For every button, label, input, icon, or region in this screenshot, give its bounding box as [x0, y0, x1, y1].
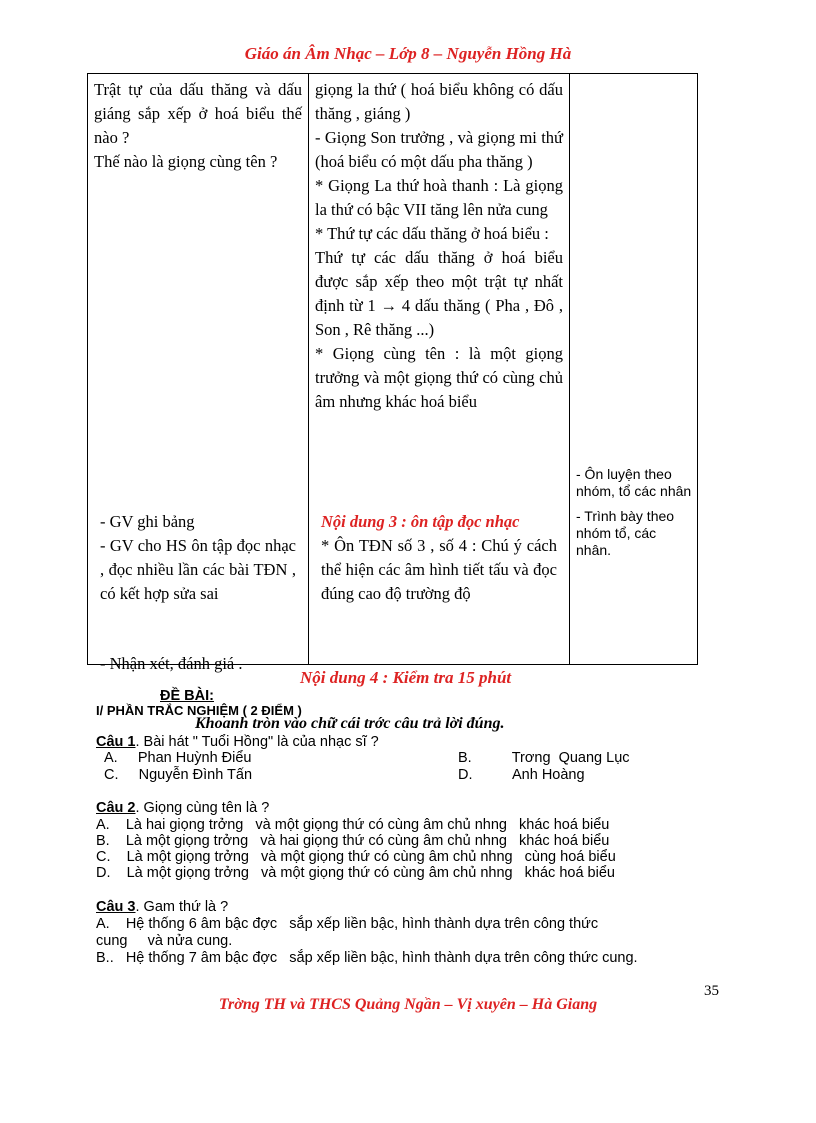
question-1: Câu 1. Bài hát " Tuổi Hồng" là của nhạc sĩ ?: [96, 734, 379, 750]
content-cell: [309, 74, 570, 665]
section-heading: Nội dung 4 : Kiểm tra 15 phút: [300, 668, 512, 687]
student-activity-cell: [570, 74, 698, 665]
content-text: giọng la thứ ( hoá biểu không có dấu thăng , giáng ): [315, 80, 563, 123]
answer-option: D. Anh Hoàng: [458, 767, 585, 783]
exam-part: I/ PHẦN TRẮC NGHIỆM ( 2 ĐIỂM ): [96, 703, 302, 718]
student-activity-text: - Trình bày theo nhóm tổ, các nhân.: [576, 508, 675, 558]
content-text: * Giọng La thứ hoà thanh : Là giọng la thứ có bậc VII tăng lên nửa cung: [315, 176, 563, 219]
content-text: * Ôn TĐN số 3 , số 4 : Chú ý cách thể hiện các âm hình tiết tấu và đọc đúng cao độ trường độ: [321, 536, 557, 603]
answer-option: D. Là một giọng trởng và một giọng thứ có cùng âm chủ nhng khác hoá biểu: [96, 865, 615, 881]
student-activity-text: - Ôn luyện theo nhóm, tổ các nhân: [576, 466, 692, 499]
page-header: Giáo án Âm Nhạc – Lớp 8 – Nguyễn Hồng Hà: [244, 44, 572, 63]
page-footer: Trờng TH và THCS Quảng Ngần – Vị xuyên – Hà Giang: [218, 996, 598, 1013]
content-text: * Giọng cùng tên : là một giọng trưởng và một giọng thứ có cùng chủ âm nhưng khác hoá biểu: [315, 344, 563, 411]
answer-option: B. Là một giọng trởng và hai giọng thứ có cùng âm chủ nhng khác hoá biểu: [96, 833, 610, 849]
section-heading: Nội dung 3 : ôn tập đọc nhạc: [321, 512, 520, 531]
question-text: Thế nào là giọng cùng tên ?: [94, 152, 278, 171]
page-number: 35: [704, 983, 719, 999]
content-text: * Thứ tự các dấu thăng ở hoá biểu :: [315, 224, 549, 243]
teacher-activity-cell: [88, 74, 309, 673]
exam-title: ĐỀ BÀI:: [160, 688, 214, 704]
answer-option: A. Hệ thống 6 âm bậc đợc sắp xếp liền bậc, hình thành dựa trên công thức: [96, 916, 599, 932]
answer-option: A. Là hai giọng trởng và một giọng thứ có cùng âm chủ nhng khác hoá biểu: [96, 817, 610, 833]
answer-option: cung và nửa cung.: [96, 933, 233, 949]
answer-option: B.. Hệ thống 7 âm bậc đợc sắp xếp liền bậc, hình thành dựa trên công thức cung.: [96, 950, 638, 966]
activity-text: - GV ghi bảng: [100, 512, 195, 531]
question-3: Câu 3. Gam thứ là ?: [96, 899, 229, 915]
activity-text: - Nhận xét, đánh giá .: [100, 654, 243, 673]
answer-option: A. Phan Huỳnh Điểu: [104, 750, 252, 766]
answer-option: C. Nguyễn Đình Tấn: [104, 767, 253, 783]
content-text: Thứ tự các dấu thăng ở hoá biểu được sắp xếp theo một trật tự nhất định từ 1 → 4 dấu thăng ( Pha , Đô , Son , Rê thăng ...): [315, 248, 563, 339]
question-text: Trật tự của dấu thăng và dấu giáng sắp xếp ở hoá biểu thế nào ?: [94, 80, 302, 147]
answer-option: C. Là một giọng trởng và một giọng thứ có cùng âm chủ nhng cùng hoá biểu: [96, 849, 616, 865]
answer-option: B. Trơng Quang Lục: [458, 750, 630, 766]
exam-instruction: Khoanh tròn vào chữ cái trớc câu trả lời đúng.: [195, 715, 505, 732]
question-2: Câu 2. Giọng cùng tên là ?: [96, 800, 270, 816]
lesson-table: [87, 73, 698, 673]
content-text: - Giọng Son trưởng , và giọng mi thứ (hoá biểu có một dấu pha thăng ): [315, 128, 563, 171]
activity-text: - GV cho HS ôn tập đọc nhạc , đọc nhiều lần các bài TĐN , có kết hợp sửa sai: [100, 536, 296, 603]
